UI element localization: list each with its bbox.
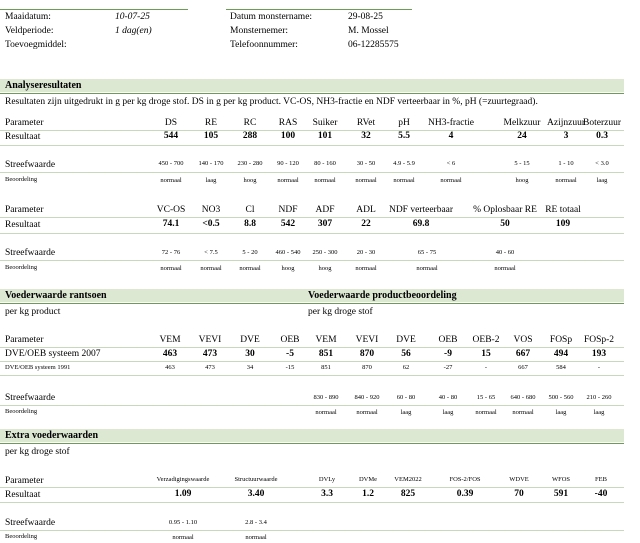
result-value-1991: 473 [205,364,215,371]
result-value: 667 [515,349,531,359]
param-header: RE totaal [545,205,581,215]
result-value: 32 [361,131,371,141]
norm-value: 840 - 920 [354,394,380,401]
result-value-1991: -15 [285,364,295,371]
section-title-rantsoen: Voederwaarde rantsoen [5,290,107,301]
param-header: NDF [278,205,298,215]
param-header: DVE [240,335,260,345]
param-header: DVLy [318,476,336,483]
header-label: Datum monstername: [230,12,313,22]
param-header: VEM [159,335,181,345]
row-label: Beoordeling [5,264,38,271]
judge-value: hoog [318,265,332,272]
header-rule-left [0,9,188,10]
param-header: VEVI [198,335,222,345]
header-rule-right [226,9,412,10]
header-label: Toevoegmiddel: [5,40,67,50]
header-label: Maaidatum: [5,12,51,22]
row-rule [0,347,624,348]
section-rule [0,93,624,94]
param-header: VEM [315,335,337,345]
result-value: 70 [514,489,524,499]
judge-value: hoog [515,177,529,184]
result-value: 825 [400,489,416,499]
param-header: VEVI [355,335,379,345]
row-label: Beoordeling [5,176,38,183]
judge-value: hoog [281,265,295,272]
judge-value: normaal [440,177,462,184]
param-header: RE [204,118,218,128]
result-value-1991: 851 [321,364,331,371]
unit-extra: per kg droge stof [5,447,70,457]
result-value-1991: - [597,364,601,371]
norm-value: 90 - 120 [277,160,299,167]
result-value-1991: 34 [246,364,254,371]
judge-value: normaal [355,177,377,184]
section-title-productbeoordeling: Voederwaarde productbeoordeling [308,290,457,301]
row-rule [0,233,624,234]
result-value: 591 [553,489,569,499]
norm-value: 2.8 - 3.4 [245,519,267,526]
row-rule [0,375,624,376]
header-value: 29-08-25 [348,12,383,22]
param-header: RC [243,118,257,128]
result-value: 8.8 [244,219,256,229]
result-value-1991: - [484,364,488,371]
result-value: 24 [517,131,527,141]
row-label: Resultaat [5,220,41,230]
judge-value: normaal [200,265,222,272]
param-header: VEM2022 [394,476,422,483]
result-value: -40 [594,489,608,499]
row-label: DVE/OEB systeem 2007 [5,349,101,359]
judge-value: normaal [314,177,336,184]
norm-value: 20 - 30 [356,249,376,256]
result-value: 307 [317,219,333,229]
judge-value: normaal [172,534,194,541]
param-header: DS [164,118,178,128]
result-value: 109 [555,219,571,229]
result-value: 56 [401,349,411,359]
norm-value: 5 - 20 [242,249,258,256]
row-label: Parameter [5,118,44,128]
result-value-1991: 870 [362,364,372,371]
analyse-note: Resultaten zijn uitgedrukt in g per kg droge stof. DS in g per kg product. VC-OS, NH3-fractie en NDF verteerbaar in %, pH (=zuurtegraad). [5,97,538,107]
result-value: -5 [286,349,294,359]
row-label: Beoordeling [5,408,38,415]
row-rule [0,405,624,406]
norm-value: 0.95 - 1.10 [168,519,198,526]
result-value: 542 [280,219,296,229]
result-value: 50 [500,219,510,229]
param-header: OEB [438,335,458,345]
result-value: 15 [481,349,491,359]
result-value: 463 [162,349,178,359]
row-rule [0,217,624,218]
section-rule [0,443,624,444]
norm-value: 140 - 170 [198,160,224,167]
norm-value: 210 - 260 [586,394,612,401]
judge-value: normaal [475,409,497,416]
param-header: DVE [396,335,416,345]
section-title-analyse: Analyseresultaten [5,80,82,91]
param-header: NDF verteerbaar [388,205,454,215]
result-value: 288 [242,131,258,141]
judge-value: normaal [356,409,378,416]
param-header: DVMe [358,476,378,483]
row-label: Streefwaarde [5,160,56,170]
norm-value: 15 - 65 [476,394,496,401]
param-header: pH [398,118,410,128]
judge-value: normaal [277,177,299,184]
norm-value: 80 - 160 [314,160,336,167]
norm-value: < 7.5 [204,249,218,256]
judge-value: normaal [555,177,577,184]
param-header: Verzadigingswaarde [156,476,210,483]
result-value: 193 [591,349,607,359]
result-value: <0.5 [202,219,220,229]
param-header: NO3 [201,205,221,215]
param-header: Cl [245,205,255,215]
result-value: 0.39 [456,489,474,499]
unit-productbeoordeling: per kg droge stof [308,307,373,317]
judge-value: normaal [393,177,415,184]
result-value: 851 [318,349,334,359]
param-header: WFOS [551,476,571,483]
row-label: Parameter [5,205,44,215]
judge-value: laag [442,409,454,416]
norm-value: < 3.0 [595,160,609,167]
param-header: NH3-fractie [428,118,474,128]
param-header: VOS [513,335,533,345]
result-value: 1.2 [362,489,374,499]
result-value: 870 [359,349,375,359]
result-value: -9 [444,349,452,359]
judge-value: laag [205,177,217,184]
param-header: Azijnzuur [547,118,585,128]
result-value-1991: -27 [443,364,453,371]
param-header: FOSp-2 [583,335,615,345]
norm-value: 4.9 - 5.9 [393,160,415,167]
judge-value: hoog [243,177,257,184]
result-value: 4 [448,131,454,141]
param-header: FOSp [549,335,573,345]
norm-value: < 6 [446,160,456,167]
result-value-1991: 62 [402,364,410,371]
row-label: Parameter [5,335,44,345]
param-header: Suiker [312,118,338,128]
header-value: 1 dag(en) [115,26,152,36]
param-header: RAS [278,118,298,128]
norm-value: 40 - 60 [495,249,515,256]
section-rule [0,303,624,304]
param-header: Boterzuur [583,118,621,128]
judge-value: laag [555,409,567,416]
row-rule [0,145,624,146]
norm-value: 830 - 890 [313,394,339,401]
header-label: Monsternemer: [230,26,289,36]
norm-value: 40 - 80 [438,394,458,401]
row-label: Streefwaarde [5,248,56,258]
judge-value: laag [400,409,412,416]
row-rule [0,530,624,531]
judge-value: laag [593,409,605,416]
norm-value: 500 - 560 [548,394,574,401]
judge-value: normaal [512,409,534,416]
row-label: Parameter [5,476,44,486]
row-rule [0,260,624,261]
param-header: FEB [595,476,607,483]
norm-value: 60 - 80 [396,394,416,401]
row-rule [0,130,624,131]
judge-value: normaal [416,265,438,272]
judge-value: normaal [245,534,267,541]
row-rule [0,487,624,488]
norm-value: 65 - 75 [417,249,437,256]
result-value-1991: 463 [165,364,175,371]
judge-value: normaal [494,265,516,272]
header-value: 06-12285575 [348,40,399,50]
result-value: 105 [203,131,219,141]
norm-value: 30 - 50 [356,160,376,167]
section-band-analyse [0,79,624,92]
result-value: 473 [202,349,218,359]
param-header: WDVE [509,476,529,483]
result-value: 3 [563,131,569,141]
norm-value: 72 - 76 [161,249,181,256]
norm-value: 450 - 700 [158,160,184,167]
param-header: VC-OS [156,205,186,215]
row-label: Streefwaarde [5,518,56,528]
norm-value: 1 - 10 [558,160,574,167]
norm-value: 640 - 680 [510,394,536,401]
judge-value: normaal [160,265,182,272]
result-value: 494 [553,349,569,359]
result-value-1991: 584 [556,364,566,371]
header-value: M. Mossel [348,26,389,36]
judge-value: normaal [355,265,377,272]
param-header: Melkzuur [503,118,541,128]
param-header: OEB-2 [472,335,500,345]
param-header: RVet [356,118,376,128]
result-value: 74.1 [162,219,180,229]
judge-value: laag [596,177,608,184]
result-value: 0.3 [596,131,608,141]
row-label: Streefwaarde [5,393,56,403]
result-value: 1.09 [174,489,192,499]
row-rule [0,361,624,362]
norm-value: 250 - 300 [312,249,338,256]
result-value: 101 [317,131,333,141]
norm-value: 460 - 540 [275,249,301,256]
result-value: 544 [163,131,179,141]
row-rule [0,172,624,173]
result-value: 30 [245,349,255,359]
header-label: Telefoonnummer: [230,40,298,50]
result-value-1991: 667 [518,364,528,371]
param-header: % Oplosbaar RE [473,205,537,215]
param-header: OEB [280,335,300,345]
row-label: Beoordeling [5,533,38,540]
header-value: 10-07-25 [115,12,150,22]
row-rule [0,502,624,503]
result-value: 69.8 [412,219,430,229]
result-value: 100 [280,131,296,141]
unit-rantsoen: per kg product [5,307,61,317]
param-header: FOS-2/FOS [449,476,481,483]
judge-value: normaal [239,265,261,272]
judge-value: normaal [315,409,337,416]
norm-value: 230 - 280 [237,160,263,167]
section-title-extra: Extra voederwaarden [5,430,99,441]
row-label: DVE/OEB systeem 1991 [5,364,71,371]
result-value: 3.40 [247,489,265,499]
norm-value: 5 - 15 [514,160,530,167]
header-label: Veldperiode: [5,26,54,36]
result-value: 5.5 [398,131,410,141]
result-value: 3.3 [321,489,333,499]
param-header: ADF [315,205,335,215]
param-header: ADL [356,205,376,215]
result-value: 22 [361,219,371,229]
judge-value: normaal [160,177,182,184]
row-label: Resultaat [5,132,41,142]
row-label: Resultaat [5,490,41,500]
param-header: Structuurwaarde [234,476,278,483]
